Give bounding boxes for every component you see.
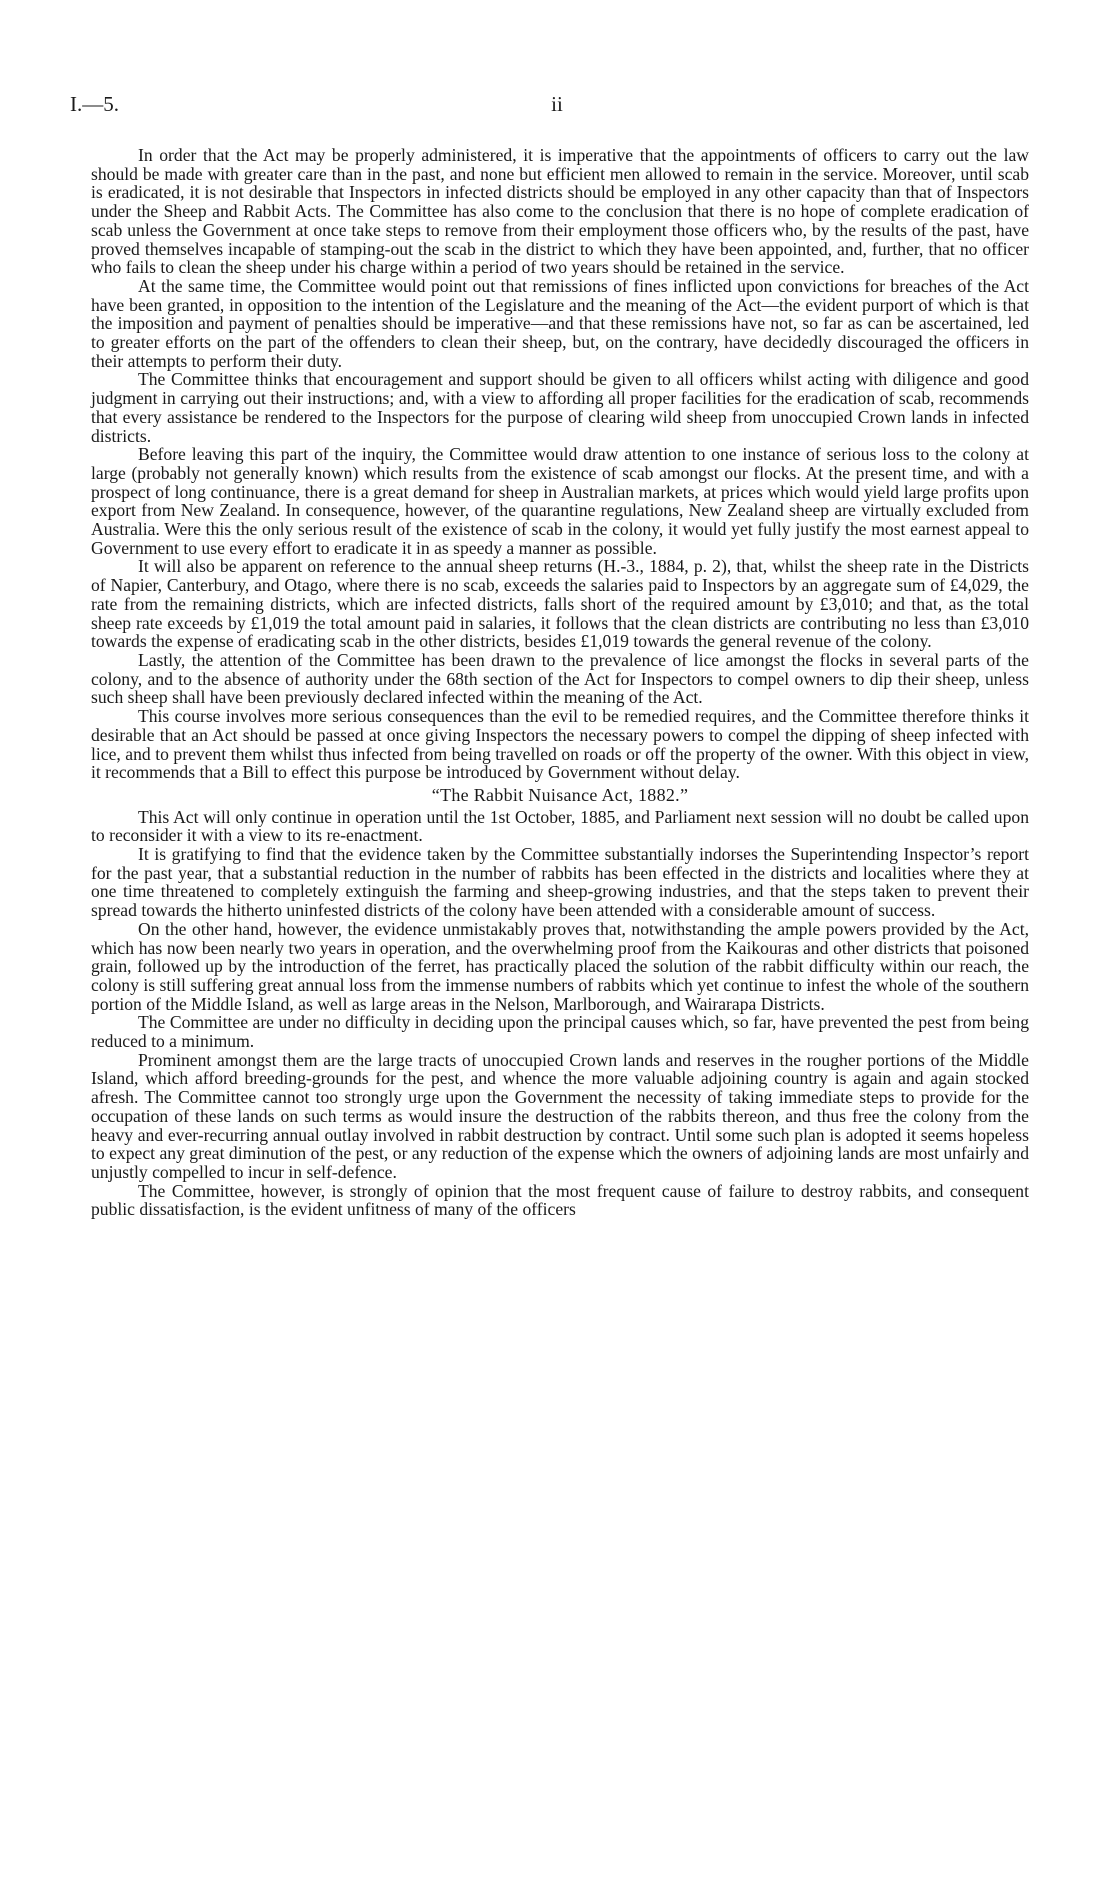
paragraph: In order that the Act may be properly administered, it is imperative that the appointments of officers to carry out the law should be made with greater care than in the past, and none but efficient men allowed to remain in the service. Moreover, until scab is eradicated, it is not desirable that Inspectors in infected districts should be employed in any other capacity than that of Inspectors under the Sheep and Rabbit Acts. The Committee has also come to the conclusion that there is no hope of complete eradication of scab unless the Government at once take steps to remove from their employment those officers who, by the results of the past, have proved themselves incapable of stamping-out the scab in the district to which they have been appointed, and, further, that no officer who fails to clean the sheep under his charge within a period of two years should be retained in the service. [91,145,1029,278]
paragraph: The Committee, however, is strongly of opinion that the most frequent cause of failure to destroy rabbits, and consequent public dissatisfaction, is the evident unfitness of many of the officers [91,1180,1029,1220]
paragraph: Lastly, the attention of the Committee has been drawn to the prevalence of lice amongst the flocks in several parts of the colony, and to the absence of authority under the 68th section of the Act for Inspectors to compel owners to dip their sheep, unless such sheep shall have been previously declared infected within the meaning of the Act. [91,649,1029,708]
paragraph: Before leaving this part of the inquiry, the Committee would draw attention to one instance of serious loss to the colony at large (probably not generally known) which results from the existence of scab amongst our flocks. At the present time, and with a prospect of long continuance, there is a great demand for sheep in Australian markets, at prices which would yield large profits upon export from New Zealand. In consequence, however, of the quarantine regulations, New Zealand sheep are virtually excluded from Australia. Were this the only serious result of the existence of scab in the colony, it would yet fully justify the most earnest appeal to Government to use every effort to eradicate it in as speedy a manner as possible. [91,444,1029,558]
paragraph: At the same time, the Committee would point out that remissions of fines inflicted upon convictions for breaches of the Act have been granted, in opposition to the intention of the Legislature and the meaning of the Act—the evident purport of which is that the imposition and payment of penalties should be imperative—and that these remissions have not, so far as can be ascertained, led to greater efforts on the part of the offenders to clean their sheep, but, on the contrary, have decidedly discouraged the officers in their attempts to perform their duty. [91,275,1029,371]
section-heading: “The Rabbit Nuisance Act, 1882.” [431,784,689,805]
document-reference: I.—5. [70,92,119,116]
paragraph: On the other hand, however, the evidence unmistakably proves that, notwithstanding the ample powers provided by the Act, which has now been nearly two years in operation, and the overwhelming proof from the Kaikouras and other districts that poisoned grain, followed up by the introduction of the ferret, has practically placed the solution of the rabbit difficulty within our reach, the colony is still suffering great annual loss from the immense numbers of rabbits which yet continue to infest the whole of the southern portion of the Middle Island, as well as large areas in the Nelson, Marlborough, and Wairarapa Districts. [91,918,1029,1014]
paragraph: The Committee thinks that encouragement and support should be given to all officers whilst acting with diligence and good judgment in carrying out their instructions; and, with a view to affording all proper facilities for the eradication of scab, recommends that every assistance be rendered to the Inspectors for the purpose of clearing wild sheep from unoccupied Crown lands in infected districts. [91,369,1029,446]
paragraph: The Committee are under no difficulty in deciding upon the principal causes which, so far, have prevented the pest from being reduced to a minimum. [91,1012,1029,1052]
paragraph: It is gratifying to find that the evidence taken by the Committee substantially indorses the Superintending Inspector’s report for the past year, that a substantial reduction in the number of rabbits has been effected in the districts and localities where they at one time threatened to completely extinguish the farming and sheep-growing industries, and that the steps taken to prevent their spread towards the hitherto uninfested districts of the colony have been attended with a considerable amount of success. [91,844,1029,921]
paragraph: It will also be apparent on reference to the annual sheep returns (H.-3., 1884, p. 2), that, whilst the sheep rate in the Districts of Napier, Canterbury, and Otago, where there is no scab, exceeds the salaries paid to Inspectors by an aggregate sum of £4,029, the rate from the remaining districts, which are infected districts, falls short of the required amount by £3,010; and that, as the total sheep rate exceeds by £1,019 the total amount paid in salaries, it follows that the clean districts are contributing no less than £3,010 towards the expense of eradicating scab in the other districts, besides £1,019 towards the general revenue of the colony. [91,556,1029,652]
paragraph: Prominent amongst them are the large tracts of unoccupied Crown lands and reserves in the rougher portions of the Middle Island, which afford breeding-grounds for the pest, and whence the more valuable adjoining country is again and again stocked afresh. The Committee cannot too strongly urge upon the Government the necessity of taking immediate steps to provide for the occupation of these lands on such terms as would insure the destruction of the rabbits thereon, and thus free the colony from the heavy and ever-recurring annual outlay involved in rabbit destruction by contract. Until some such plan is adopted it seems hopeless to expect any great diminution of the pest, or any reduction of the expense which the owners of adjoining lands are most unfairly and unjustly compelled to incur in self-defence. [91,1049,1029,1182]
body-text [91,146,1029,1219]
page-header [70,92,1044,122]
paragraph: This course involves more serious consequences than the evil to be remedied requires, and the Committee therefore thinks it desirable that an Act should be passed at once giving Inspectors the necessary powers to compel the dipping of sheep infected with lice, and to prevent them whilst thus infected from being travelled on roads or off the property of the owner. With this object in view, it recommends that a Bill to effect this purpose be introduced by Government without delay. [91,706,1029,783]
page-number: ii [551,92,563,116]
paragraph: This Act will only continue in operation until the 1st October, 1885, and Parliament next session will no doubt be called upon to reconsider it with a view to its re-enactment. [91,806,1029,846]
